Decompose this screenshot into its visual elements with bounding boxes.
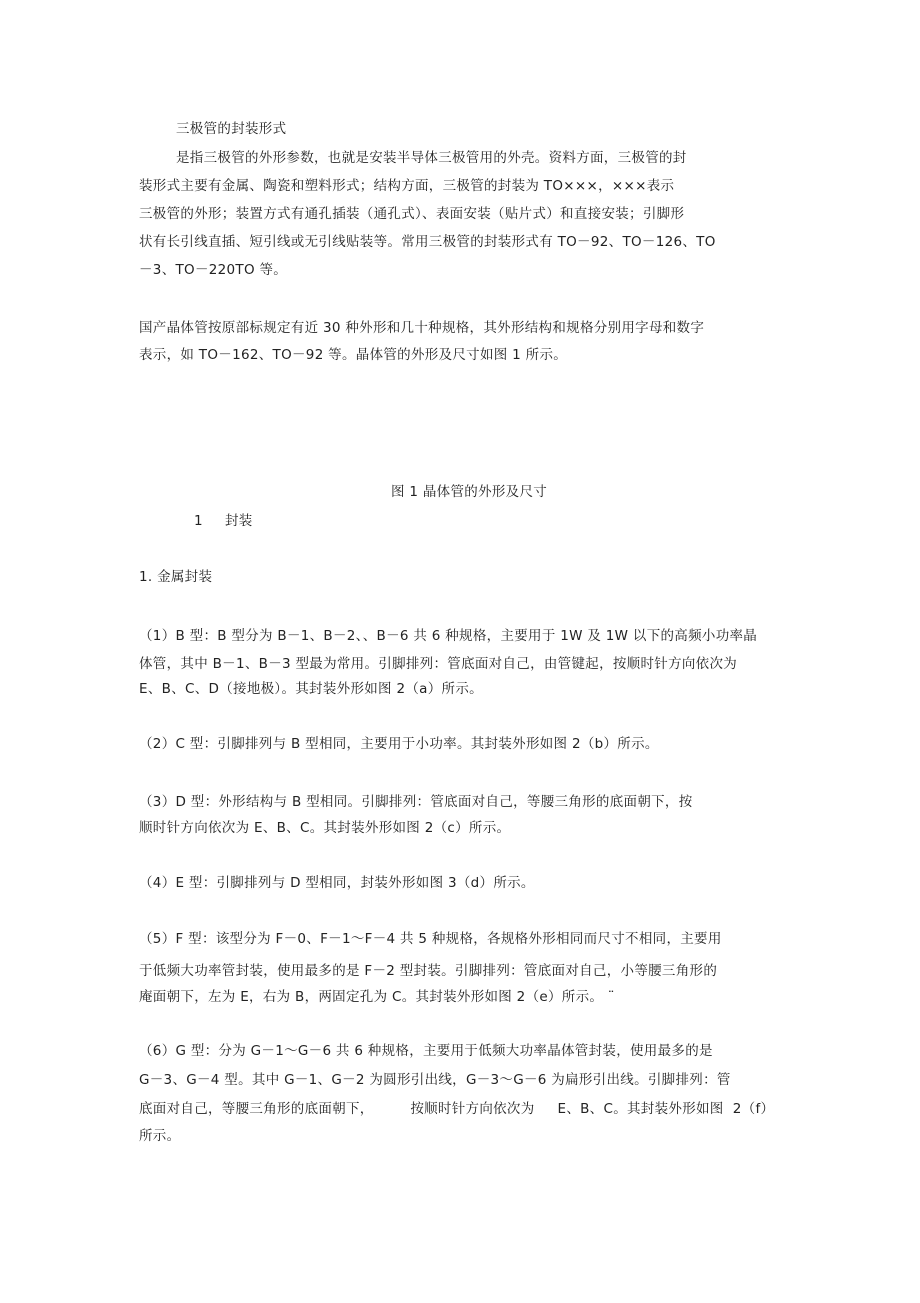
b-type-line-1: （1）B 型：B 型分为 B－1、B－2、、B－6 共 6 种规格，主要用于 1W 及 1W 以下的高频小功率晶	[139, 628, 758, 644]
intro-line-1: 是指三极管的外形参数，也就是安装半导体三极管用的外壳。资料方面，三极管的封	[176, 150, 687, 166]
national-line-2: 表示，如 TO－162、TO－92 等。晶体管的外形及尺寸如图 1 所示。	[139, 347, 568, 363]
c-type-line: （2）C 型：引脚排列与 B 型相同，主要用于小功率。其封装外形如图 2（b）所示。	[139, 736, 659, 752]
g-type-line-4: 所示。	[139, 1128, 181, 1144]
heading-number: 1	[194, 513, 203, 529]
section-title: 三极管的封装形式	[176, 121, 287, 137]
b-type-line-2: 体管，其中 B－1、B－3 型最为常用。引脚排列：管底面对自己，由管键起，按顺时针方向依次为	[139, 656, 738, 672]
e-type-line: （4）E 型：引脚排列与 D 型相同，封装外形如图 3（d）所示。	[139, 875, 535, 891]
g-type-line-2: G－3、G－4 型。其中 G－1、G－2 为圆形引出线，G－3～G－6 为扁形引出线。引脚排列：管	[139, 1072, 731, 1088]
g-type-line-1: （6）G 型：分为 G－1～G－6 共 6 种规格，主要用于低频大功率晶体管封装，使用最多的是	[139, 1043, 713, 1059]
national-line-1: 国产晶体管按原部标规定有近 30 种外形和几十种规格，其外形结构和规格分别用字母和数字	[139, 320, 705, 336]
intro-line-2: 装形式主要有金属、陶瓷和塑料形式；结构方面，三极管的封装为 TO×××，×××表示	[139, 178, 675, 194]
figure-caption: 图 1 晶体管的外形及尺寸	[391, 484, 548, 500]
intro-line-3: 三极管的外形；装置方式有通孔插装（通孔式）、表面安装（贴片式）和直接安装；引脚形	[139, 206, 685, 222]
intro-line-4: 状有长引线直插、短引线或无引线贴装等。常用三极管的封装形式有 TO－92、TO－126、TO	[139, 234, 716, 250]
b-type-line-3: E、B、C、D（接地极）。其封装外形如图 2（a）所示。	[139, 681, 483, 697]
f-type-line-2: 于低频大功率管封装，使用最多的是 F－2 型封装。引脚排列：管底面对自己，小等腰三角形的	[139, 963, 718, 979]
d-type-line-1: （3）D 型：外形结构与 B 型相同。引脚排列：管底面对自己，等腰三角形的底面朝下，按	[139, 794, 693, 810]
heading-text: 封装	[225, 513, 253, 529]
d-type-line-2: 顺时针方向依次为 E、B、C。其封装外形如图 2（c）所示。	[139, 820, 511, 836]
f-type-line-3: 庵面朝下，左为 E，右为 B，两固定孔为 C。其封装外形如图 2（e）所示。 ¨	[139, 989, 615, 1005]
g-type-line-3: 底面对自己，等腰三角形的底面朝下， 按顺时针方向依次为 E、B、C。其封装外形如图 2（f）	[139, 1101, 775, 1117]
intro-line-5: －3、TO－220TO 等。	[139, 262, 288, 278]
subheading-metal: 1. 金属封装	[139, 569, 213, 585]
f-type-line-1: （5）F 型：该型分为 F－0、F－1～F－4 共 5 种规格，各规格外形相同而尺寸不相同，主要用	[139, 931, 722, 947]
